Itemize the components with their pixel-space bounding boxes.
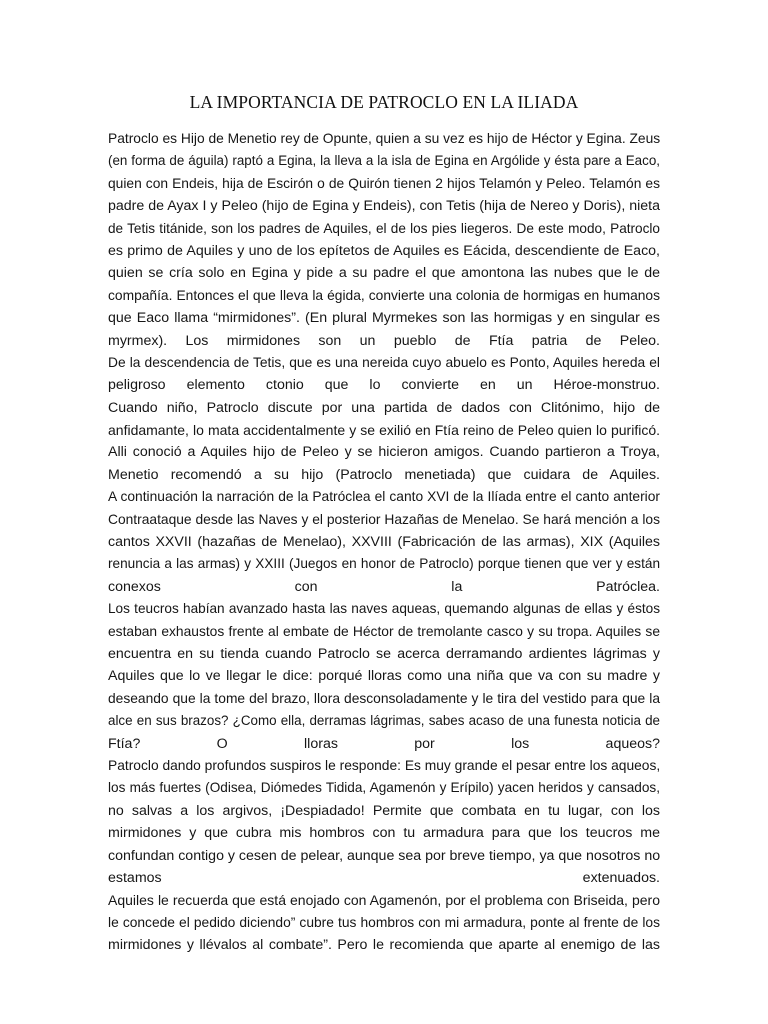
body-text-line: A continuación la narración de la Patróclea el canto XVI de la Ilíada entre el canto anterior bbox=[108, 489, 660, 505]
body-text-line: le concede el pedido diciendo” cubre tus hombros con mi armadura, ponte al frente de los bbox=[108, 914, 660, 930]
body-text-line: cantos XXVII (hazañas de Menelao), XXVIII (Fabricación de las armas), XIX (Aquiles bbox=[108, 534, 660, 551]
body-text-line: De la descendencia de Tetis, que es una nereida cuyo abuelo es Ponto, Aquiles hereda el bbox=[108, 354, 660, 370]
body-text-line: que Eaco llama “mirmidones”. (En plural Myrmekes son las hormigas y en singular es bbox=[108, 310, 660, 327]
body-text-line: de Tetis titánide, son los padres de Aquiles, el de los pies liegeros. De este modo, Patroclo bbox=[108, 220, 660, 236]
body-text-line: Contraataque desde las Naves y el posterior Hazañas de Menelao. Se hará mención a los bbox=[108, 511, 660, 527]
body-text-line: mirmidones y llévalos al combate”. Pero le recomienda que aparte al enemigo de las bbox=[108, 937, 660, 954]
body-text-line: Aquiles le recuerda que está enojado con Agamenón, por el problema con Briseida, pero bbox=[108, 892, 660, 909]
body-text-line: Aquiles que lo ve llegar le dice: porqué lloras como una niña que va con su madre y bbox=[108, 668, 660, 685]
body-text-line: quien se cría solo en Egina y pide a su padre el que amontona las nubes que le de bbox=[108, 265, 660, 282]
body-text-line: compañía. Entonces el que lleva la égida, convierte una colonia de hormigas en humanos bbox=[108, 287, 660, 303]
body-text-line: alce en sus brazos? ¿Como ella, derramas lágrimas, sabes acaso de una funesta noticia de bbox=[108, 713, 660, 729]
body-text-line: Alli conoció a Aquiles hijo de Peleo y se hicieron amigos. Cuando partieron a Troya, bbox=[108, 444, 660, 461]
body-text-line: no salvas a los argivos, ¡Despiadado! Permite que combata en tu lugar, con los bbox=[108, 802, 660, 819]
body-text-line: peligroso elemento ctonio que lo convierte en un Héroe-monstruo. bbox=[108, 377, 660, 394]
body-text-line: mirmidones y que cubra mis hombros con tu armadura para que los teucros me bbox=[108, 825, 660, 842]
body-text-line: renuncia a las armas) y XXIII (Juegos en honor de Patroclo) porque tienen que ver y están bbox=[108, 556, 660, 572]
body-text-line: conexos con la Patróclea. bbox=[108, 578, 660, 595]
body-text-line: Cuando niño, Patroclo discute por una partida de dados con Clitónimo, hijo de bbox=[108, 399, 660, 416]
body-text-line: es primo de Aquiles y uno de los epítetos de Aquiles es Eácida, descendiente de Eaco, bbox=[108, 242, 660, 259]
body-text-line: padre de Ayax I y Peleo (hijo de Egina y Endeis), con Tetis (hija de Nereo y Doris), nieta bbox=[108, 198, 660, 215]
body-text-line: estamos extenuados. bbox=[108, 869, 660, 886]
body-text-line: Ftía? O lloras por los aqueos? bbox=[108, 735, 660, 752]
body-text-line: myrmex). Los mirmidones son un pueblo de Ftía patria de Peleo. bbox=[108, 332, 660, 349]
document-body bbox=[108, 128, 660, 956]
body-text-line: confundan contigo y cesen de pelear, aunque sea por breve tiempo, ya que nosotros no bbox=[108, 847, 661, 864]
body-text-line: (en forma de águila) raptó a Egina, la lleva a la isla de Egina en Argólide y ésta pare a Eaco, bbox=[108, 153, 660, 169]
body-text-line: deseando que la tome del brazo, llora desconsoladamente y le tira del vestido para que la bbox=[108, 690, 660, 706]
body-text-line: Los teucros habían avanzado hasta las naves aqueas, quemando algunas de ellas y éstos bbox=[108, 601, 660, 617]
document-title: LA IMPORTANCIA DE PATROCLO EN LA ILIADA bbox=[189, 92, 579, 112]
body-text-line: los más fuertes (Odisea, Diómedes Tidida, Agamenón y Erípilo) yacen heridos y cansados, bbox=[108, 780, 660, 796]
body-text-line: quien con Endeis, hija de Escirón o de Quirón tienen 2 hijos Telamón y Peleo. Telamón es bbox=[108, 175, 660, 191]
body-text-line: Menetio recomendó a su hijo (Patroclo menetiada) que cuidara de Aquiles. bbox=[108, 466, 660, 483]
body-text-line: Patroclo es Hijo de Menetio rey de Opunte, quien a su vez es hijo de Héctor y Egina. Zeus bbox=[108, 131, 661, 146]
body-text-line: estaban exhaustos frente al embate de Héctor de tremolante casco y su tropa. Aquiles se bbox=[108, 623, 660, 639]
body-text-line: anfidamante, lo mata accidentalmente y se exilió en Ftía reino de Peleo quien lo purificó. bbox=[108, 422, 660, 439]
body-text-line: encuentra en su tienda cuando Patroclo se acerca derramando ardientes lágrimas y bbox=[108, 645, 660, 662]
body-text-line: Patroclo dando profundos suspiros le responde: Es muy grande el pesar entre los aqueos, bbox=[108, 757, 661, 773]
